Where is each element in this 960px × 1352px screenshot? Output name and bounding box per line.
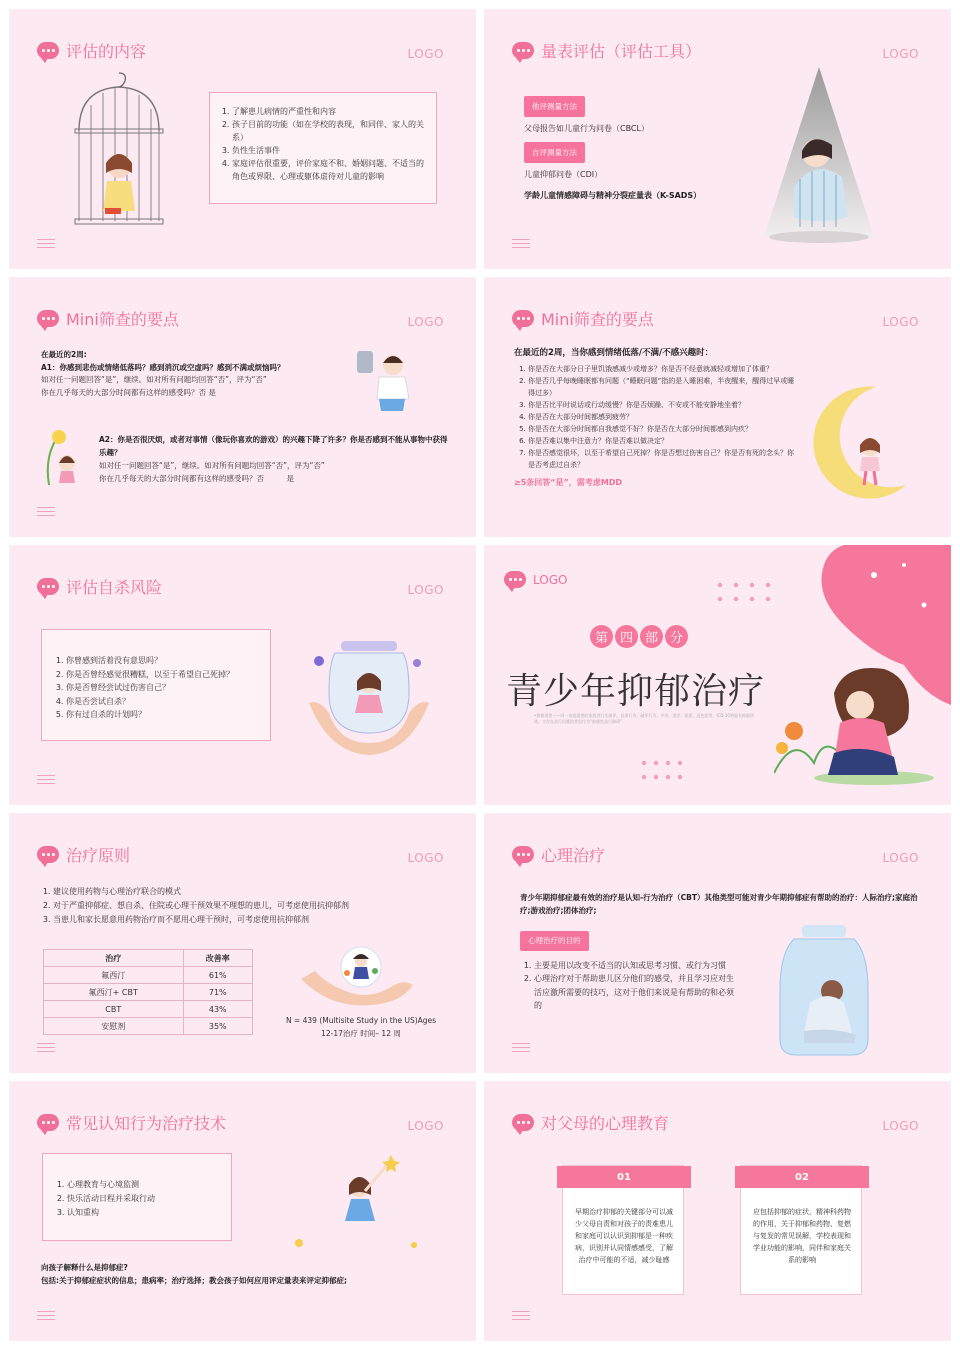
list-item: 2. 心理治疗对于帮助患儿区分他们的感受，并且学习应对生活应激所需要的技巧，这对于他们来说是有帮助的和必须的 bbox=[534, 972, 735, 1013]
card-text: 应包括抑郁的症状，精神科药物的作用，关于抑郁和药物、复燃与复发的常见误解，学校表现和学业功能的影响，同伴和家庭关系的影响 bbox=[753, 1208, 851, 1264]
table-cell: 安慰剂 bbox=[44, 1018, 184, 1035]
slide-title: 常见认知行为治疗技术 bbox=[66, 1114, 227, 1133]
slide-title-row bbox=[37, 307, 179, 330]
logo-text: LOGO bbox=[882, 851, 919, 865]
part-char: 第 bbox=[590, 625, 613, 648]
slide-title-row bbox=[37, 39, 146, 62]
table-cell: 35% bbox=[183, 1018, 252, 1035]
list-item: 1. 主要是用以改变不适当的认知或思考习惯、或行为习惯 bbox=[534, 959, 735, 973]
card-01 bbox=[562, 1165, 684, 1295]
explain-answer: 包括:关于抑郁症症状的信息；患病率；治疗选择；教会孩子如何应用评定量表来评定抑郁症; bbox=[41, 1276, 347, 1285]
screening-line: 如对任一问题回答“是”，继续。如对所有问题均回答“否”，评为“否” bbox=[99, 461, 325, 470]
list-item: 3. 当患儿和家长愿意用药物治疗而不愿用心理干预时，可考虑使用抗抑郁剂 bbox=[53, 913, 439, 927]
therapy-intro: 青少年期抑郁症最有效的治疗是认知-行为治疗（CBT）其他类型可能对青少年期抑郁症有帮助的治疗：人际治疗;家庭治疗;游戏治疗;团体治疗; bbox=[520, 893, 918, 915]
slide-title: 量表评估（评估工具） bbox=[541, 42, 702, 61]
slide-title-row bbox=[512, 1111, 669, 1134]
slide-title: Mini筛查的要点 bbox=[66, 310, 179, 329]
card-number: 01 bbox=[557, 1166, 691, 1188]
list-item: 1. 建议使用药物与心理治疗联合的模式 bbox=[53, 885, 439, 899]
slide-title: 评估自杀风险 bbox=[66, 578, 163, 597]
list-item: 2. 快乐活动日程并采取行动 bbox=[67, 1192, 223, 1206]
slide-title-row bbox=[37, 1111, 226, 1134]
menu-lines-icon bbox=[512, 1043, 530, 1055]
menu-lines-icon bbox=[37, 1311, 55, 1323]
card-number: 02 bbox=[735, 1166, 869, 1188]
hands-jar-illustration bbox=[299, 633, 439, 758]
slide-title-row bbox=[512, 307, 654, 330]
table-header-cell: 改善率 bbox=[183, 950, 252, 967]
table-header-row bbox=[44, 950, 253, 967]
list-item: 2. 对于严重抑郁症、想自杀、住院或心理干预效果不理想的患儿，可考虑使用抗抑郁剂 bbox=[53, 899, 439, 913]
logo-text: LOGO bbox=[882, 1119, 919, 1133]
moon-girl-illustration bbox=[806, 385, 916, 510]
slide-title-row bbox=[512, 39, 701, 62]
table-cell: 氟西汀+ CBT bbox=[44, 984, 184, 1001]
dot-grid-decoration bbox=[640, 759, 684, 781]
boy-with-jar-illustration bbox=[349, 343, 419, 418]
card-02 bbox=[740, 1165, 862, 1295]
slide-parent-education bbox=[484, 1081, 951, 1341]
logo-text: LOGO bbox=[407, 583, 444, 597]
table-cell: 61% bbox=[183, 967, 252, 984]
chat-bubble-icon bbox=[37, 310, 59, 327]
technique-list bbox=[53, 1178, 223, 1220]
table-cell: 43% bbox=[183, 1001, 252, 1018]
hand-holding-girl-illustration bbox=[297, 943, 417, 1011]
dot-grid-decoration bbox=[716, 581, 772, 603]
menu-lines-icon bbox=[37, 239, 55, 251]
screening-a1-question: A1：你感到悲伤或情绪低落吗？感到消沉或空虚吗？感到不满或烦恼吗？ bbox=[41, 362, 285, 372]
list-item: 3. 认知重构 bbox=[67, 1206, 223, 1220]
screening-a1 bbox=[41, 349, 341, 399]
list-item: 7. 你是否感觉很坏，以至于希望自己死掉？你是否想过伤害自己？你是否有死的念头？你是否考虑过自杀？ bbox=[528, 447, 799, 471]
table-header-cell: 治疗 bbox=[44, 950, 184, 967]
cover-subtitle: •抑郁类型——同一家庭需要的家庭进行先辩评、自杀行为、破坏行为、多动、违学、误恶、逗色症等，ICD-10将服有抑郁情绪，又存在品行问题的类型作为“抑郁性品行障碍” bbox=[534, 713, 754, 724]
slide-treatment-principles bbox=[9, 813, 476, 1073]
table-row bbox=[44, 967, 253, 984]
girl-with-flowers-illustration bbox=[29, 427, 89, 487]
list-item: 3. 负性生活事件 bbox=[232, 144, 430, 157]
table-cell: 氟西汀 bbox=[44, 967, 184, 984]
logo-text: LOGO bbox=[882, 47, 919, 61]
list-item: 2. 你是否几乎每晚睡眠都有问题（“睡眠问题”指的是入睡困难，半夜醒来，醒得过早或睡得过多） bbox=[528, 375, 799, 399]
spotlight-girl-illustration bbox=[764, 67, 874, 247]
screening-a2 bbox=[99, 433, 449, 485]
content-box bbox=[209, 92, 437, 204]
slide-title: 治疗原则 bbox=[66, 846, 131, 865]
list-item: 4. 你是否在大部分时间都感到疲劳？ bbox=[528, 411, 799, 423]
part-char: 四 bbox=[615, 625, 638, 648]
screening-a2-question: A2：你是否很厌烦，或者对事情（像玩你喜欢的游戏）的兴趣下降了许多？你是否感到不能从事物中获得乐趣？ bbox=[99, 435, 448, 457]
chat-bubble-icon bbox=[512, 1114, 534, 1131]
screening-head: 在最近的2周，当你感到情绪低落/不满/不感兴趣时： bbox=[514, 348, 714, 358]
moon-reaching-girl-illustration bbox=[279, 1153, 429, 1257]
list-item: 5. 你有过自杀的计划吗？ bbox=[66, 708, 262, 722]
improvement-rate-table bbox=[43, 949, 253, 1035]
list-item: 4. 你是否尝试自杀？ bbox=[66, 695, 262, 709]
slide-mini-screening-2 bbox=[484, 277, 951, 537]
menu-lines-icon bbox=[512, 1311, 530, 1323]
table-row bbox=[44, 1018, 253, 1035]
chat-bubble-icon bbox=[512, 310, 534, 327]
tag-self-rated: 自评测量方法 bbox=[524, 142, 585, 163]
content-list bbox=[218, 105, 430, 183]
cover-logo: LOGO bbox=[533, 572, 568, 587]
part-char: 分 bbox=[665, 625, 688, 648]
chat-bubble-icon bbox=[37, 42, 59, 59]
slide-section-cover bbox=[484, 545, 951, 805]
tag-therapy-goal: 心理治疗的目的 bbox=[520, 931, 589, 951]
table-row bbox=[44, 1001, 253, 1018]
scale-line: 父母报告如儿童行为问卷（CBCL） bbox=[524, 124, 649, 133]
list-item: 5. 你是否在大部分时间都自我感觉不好？你是否在大部分时间都感到内疚？ bbox=[528, 423, 799, 435]
slide-psychotherapy bbox=[484, 813, 951, 1073]
scale-line: 儿童抑郁问卷（CDI） bbox=[524, 170, 603, 179]
screening-line: 你在几乎每天的大部分时间都有这样的感受吗？否 是 bbox=[99, 474, 294, 483]
screening-list bbox=[514, 347, 799, 489]
slide-scale-assessment bbox=[484, 9, 951, 269]
menu-lines-icon bbox=[37, 507, 55, 519]
slide-mini-screening-1 bbox=[9, 277, 476, 537]
list-item: 2. 孩子目前的功能（如在学校的表现，和同伴、家人的关系） bbox=[232, 118, 430, 144]
card-text: 早期治疗抑郁的关键部分可以减少父母自责和对孩子的责难患儿和家庭可以认识到抑郁是一种疾病，识别并认同情感感受，了解治疗中可能的不适，减少耻感 bbox=[575, 1208, 673, 1264]
question-box bbox=[41, 629, 271, 741]
list-item: 1. 了解患儿病情的严重性和内容 bbox=[232, 105, 430, 118]
logo-text: LOGO bbox=[407, 47, 444, 61]
logo-text: LOGO bbox=[407, 315, 444, 329]
explain-question: 向孩子解释什么是抑郁症? bbox=[41, 1263, 128, 1272]
sitting-girl-illustration bbox=[774, 653, 944, 788]
slide-title-row bbox=[512, 843, 605, 866]
slide-cbt-techniques bbox=[9, 1081, 476, 1341]
chat-bubble-icon bbox=[512, 846, 534, 863]
slide-title-row bbox=[37, 843, 130, 866]
study-line: N = 439 (Multisite Study in the US)Ages bbox=[285, 1016, 437, 1025]
list-item: 3. 你是否比平时说话或行动缓慢？你是否烦躁、不安或不能安静地坐着？ bbox=[528, 399, 799, 411]
screening-head: 在最近的2周: bbox=[41, 350, 87, 359]
screening-line: 如对任一问题回答“是”，继续。如对所有问题均回答“否”，评为“否” bbox=[41, 375, 267, 384]
jar-girl-illustration bbox=[774, 923, 874, 1058]
cover-title: 青少年抑郁治疗 bbox=[506, 671, 766, 712]
screening-line: 你在几乎每天的大部分时间都有这样的感受吗？否 是 bbox=[41, 387, 216, 397]
list-item: 1. 你曾感到活着没有意思吗？ bbox=[66, 654, 262, 668]
slide-title: 心理治疗 bbox=[541, 846, 606, 865]
tag-other-rated: 他评测量方法 bbox=[524, 96, 585, 117]
chat-bubble-icon bbox=[504, 571, 526, 588]
chat-bubble-icon bbox=[37, 846, 59, 863]
logo-text: LOGO bbox=[882, 315, 919, 329]
study-line: 12-17治疗 时间– 12 周 bbox=[321, 1029, 401, 1038]
list-item: 1. 你是否在大部分日子里饥饿感减少或增多？你是否不经意就减轻或增加了体重？ bbox=[528, 363, 799, 375]
menu-lines-icon bbox=[37, 775, 55, 787]
study-note bbox=[271, 1014, 451, 1040]
chat-bubble-icon bbox=[512, 42, 534, 59]
part-label bbox=[590, 625, 688, 648]
slide-title: 评估的内容 bbox=[66, 42, 147, 61]
scale-line: 学龄儿童情感障碍与精神分裂症量表（K-SADS） bbox=[524, 191, 702, 200]
slide-title: Mini筛查的要点 bbox=[541, 310, 654, 329]
explain-block bbox=[41, 1261, 451, 1287]
principles-list bbox=[39, 885, 439, 927]
logo-text: LOGO bbox=[407, 1119, 444, 1133]
table-row bbox=[44, 984, 253, 1001]
logo-text: LOGO bbox=[407, 851, 444, 865]
slide-assessment-content bbox=[9, 9, 476, 269]
therapy-goals bbox=[520, 931, 735, 1013]
slide-title-row bbox=[504, 571, 567, 588]
question-list bbox=[52, 654, 262, 722]
menu-lines-icon bbox=[37, 1043, 55, 1055]
list-item: 3. 你是否曾经尝试过伤害自己？ bbox=[66, 681, 262, 695]
slide-title-row bbox=[37, 575, 162, 598]
chat-bubble-icon bbox=[37, 1114, 59, 1131]
birdcage-girl-illustration bbox=[69, 71, 169, 241]
mdd-note: ≥5条回答“是”，需考虑MDD bbox=[514, 478, 623, 487]
slide-title: 对父母的心理教育 bbox=[541, 1114, 670, 1133]
slide-suicide-risk bbox=[9, 545, 476, 805]
list-item: 4. 家庭评估很重要，评价家庭不和、婚姻问题、不适当的角色或界限、心理或躯体虐待对儿童的影响 bbox=[232, 157, 430, 183]
table-cell: CBT bbox=[44, 1001, 184, 1018]
table-cell: 71% bbox=[183, 984, 252, 1001]
technique-box bbox=[42, 1153, 232, 1241]
part-char: 部 bbox=[640, 625, 663, 648]
chat-bubble-icon bbox=[37, 578, 59, 595]
list-item: 6. 你是否难以集中注意力？你是否难以做决定？ bbox=[528, 435, 799, 447]
menu-lines-icon bbox=[512, 239, 530, 251]
list-item: 2. 你是否曾经感觉很糟糕，以至于希望自己死掉？ bbox=[66, 668, 262, 682]
list-item: 1. 心理教育与心境监测 bbox=[67, 1178, 223, 1192]
